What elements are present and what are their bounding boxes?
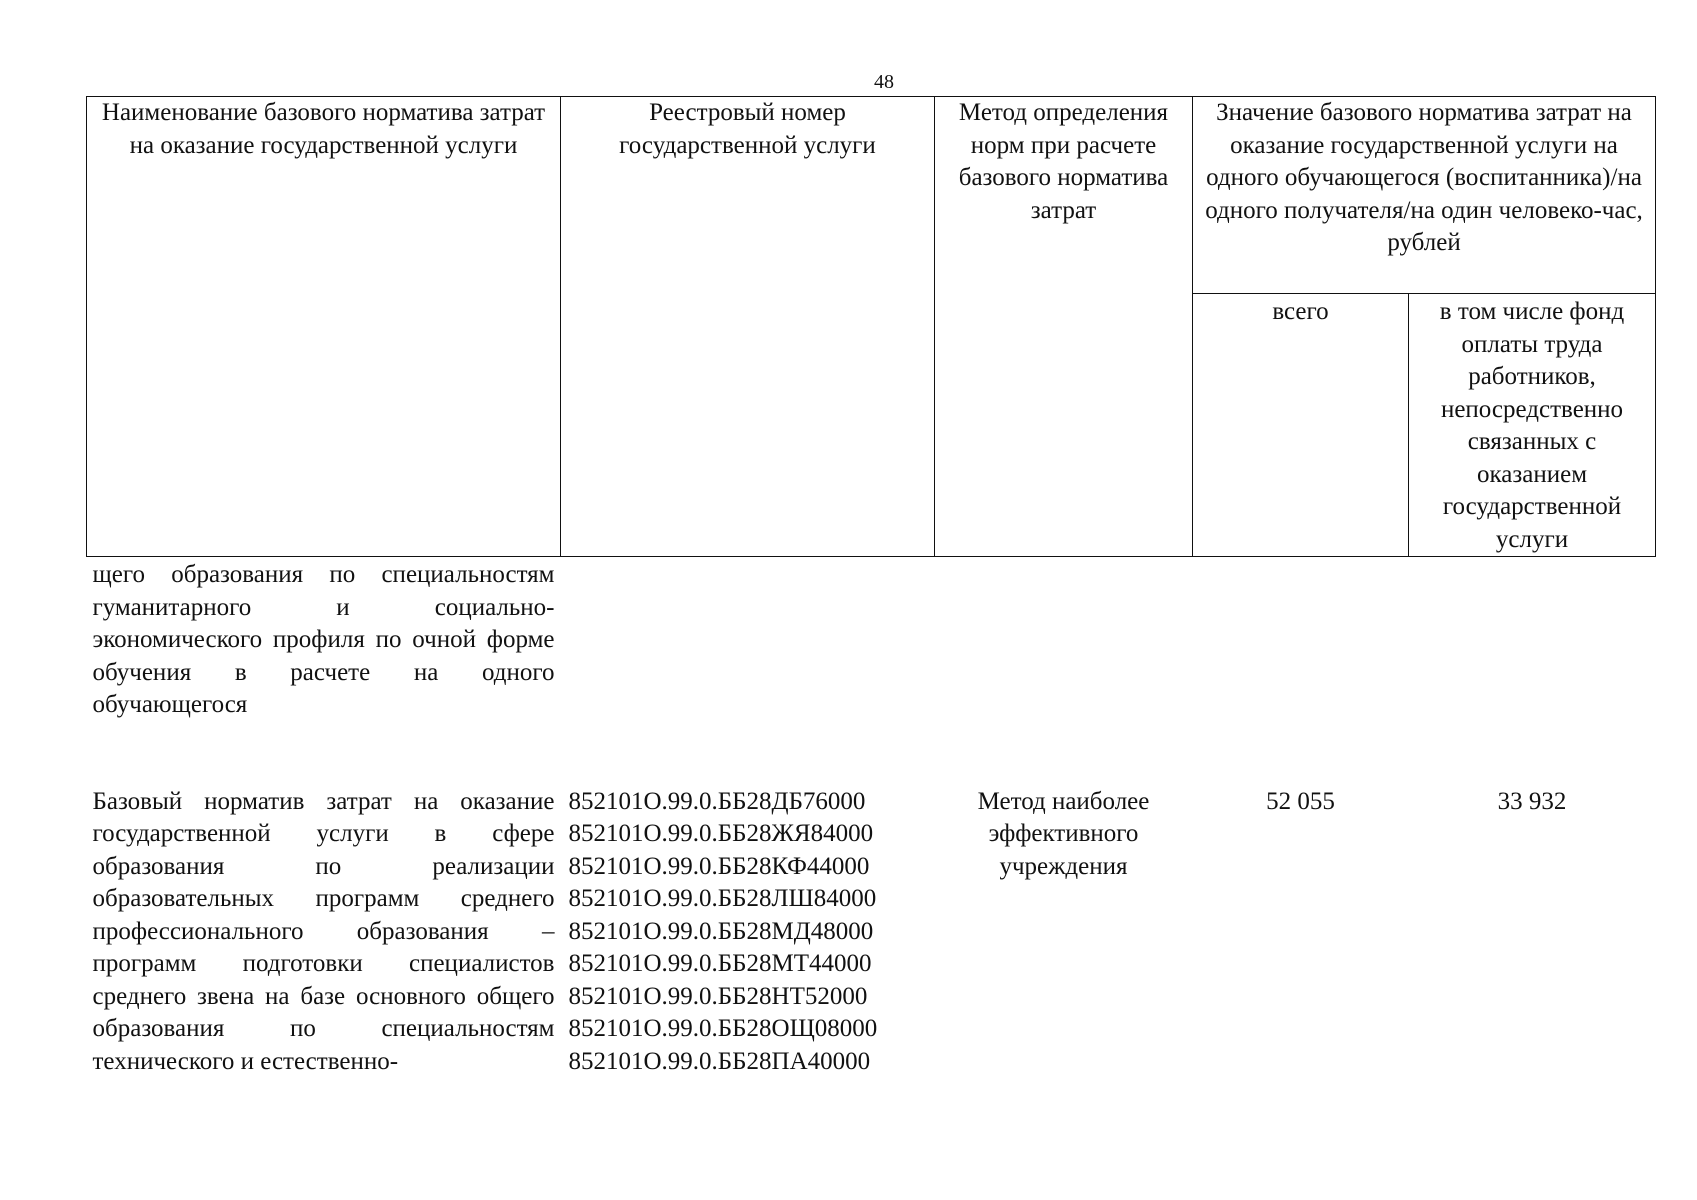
header-total: всего [1193, 294, 1409, 557]
page-number: 48 [874, 71, 894, 93]
table-header [87, 97, 1656, 557]
header-method: Метод определения норм при расчете базового норматива затрат [935, 97, 1193, 557]
table-row [87, 557, 1656, 786]
header-value-group: Значение базового норматива затрат на оказание государственной услуги на одного обучающегося (воспитанника)/на одного получателя/на один человеко-час, рублей [1193, 97, 1656, 294]
row-including [1409, 557, 1656, 786]
cost-standards-table [86, 96, 1656, 1078]
row-codes [561, 557, 935, 786]
row-codes [561, 786, 935, 1079]
registry-code: 852101О.99.0.ББ28ПА40000 [568, 1047, 871, 1075]
registry-code: 852101О.99.0.ББ28ОЩ08000 [568, 1015, 878, 1042]
row-method [935, 557, 1193, 786]
registry-code: 852101О.99.0.ББ28ЛШ84000 [568, 885, 877, 912]
row-total: 52 055 [1266, 787, 1335, 815]
registry-code: 852101О.99.0.ББ28МТ44000 [568, 950, 872, 977]
header-name: Наименование базового норматива затрат на оказание государственной услуги [87, 97, 561, 557]
registry-code: 852101О.99.0.ББ28НТ52000 [568, 982, 868, 1010]
row-method: Метод наиболее эффективного учреждения [977, 787, 1150, 880]
header-registry-number: Реестровый номер государственной услуги [561, 97, 935, 557]
row-name: Базовый норматив затрат на оказание государственной услуги в сфере образования по реализации образовательных программ среднего профессионального образования – программ подготовки специалистов среднего звена на базе основного общего образования по специальностям технического и естественно- [92, 787, 555, 1075]
row-including: 33 932 [1497, 787, 1567, 815]
header-including-wage-fund: в том числе фонд оплаты труда работников, непосредственно связанных с оказанием государственной услуги [1409, 294, 1656, 557]
row-total [1193, 557, 1409, 786]
registry-code: 852101О.99.0.ББ28КФ44000 [568, 852, 870, 880]
registry-code: 852101О.99.0.ББ28ЖЯ84000 [568, 820, 874, 847]
registry-code: 852101О.99.0.ББ28ДБ76000 [568, 787, 866, 815]
row-name: щего образования по специальностям гуманитарного и социально-экономического профиля по очной форме обучения в расчете на одного обучающегося [92, 561, 555, 718]
registry-code: 852101О.99.0.ББ28МД48000 [568, 917, 874, 945]
table-row [87, 786, 1656, 1079]
